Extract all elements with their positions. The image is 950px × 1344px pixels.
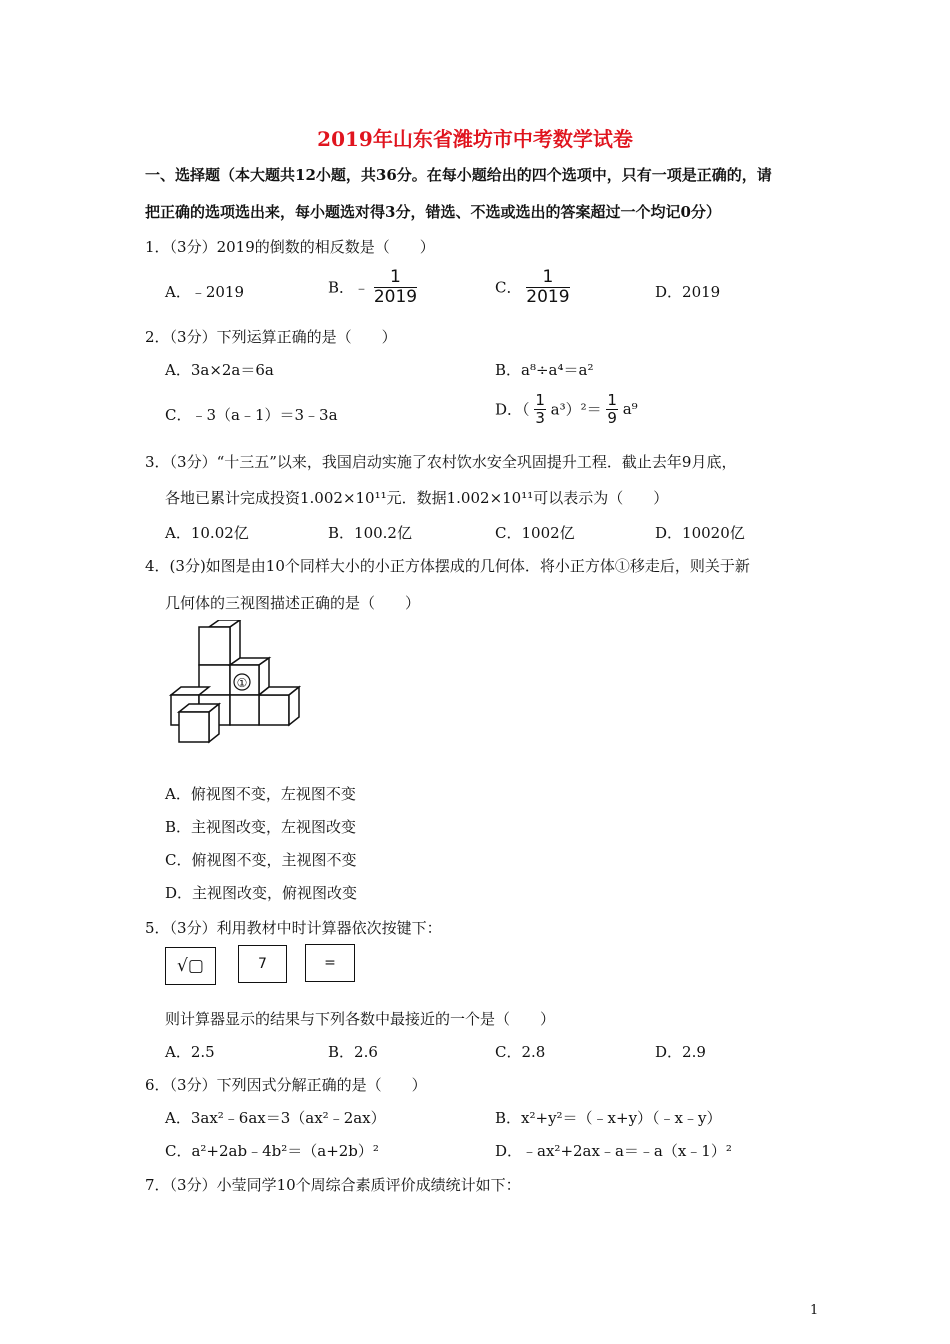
question-1-stem: 1．（3分）2019的倒数的相反数是（ ） bbox=[145, 238, 435, 256]
cube-figure bbox=[160, 620, 320, 750]
q6-option-b: B．x²+y²＝（﹣x+y）（﹣x﹣y） bbox=[495, 1109, 722, 1127]
q1-option-d: D．2019 bbox=[655, 283, 721, 301]
q5-option-d: D．2.9 bbox=[655, 1043, 706, 1061]
q2-option-d bbox=[495, 392, 638, 426]
q1-option-b-label: B．﹣ bbox=[328, 278, 370, 297]
q4-option-c: C．俯视图不变，主视图不变 bbox=[165, 851, 357, 869]
cube-marker-label: ① bbox=[236, 676, 248, 690]
question-4-line1: 4．(3分)如图是由10个同样大小的小正方体摆成的几何体．将小正方体①移走后，则关于新 bbox=[145, 557, 750, 575]
question-5-stem: 5．（3分）利用教材中时计算器依次按键下： bbox=[145, 919, 442, 937]
fraction-numerator: 1 bbox=[535, 391, 545, 409]
q1-option-b bbox=[328, 268, 417, 306]
q2-option-d-fraction-1 bbox=[534, 392, 546, 426]
q4-option-a: A．俯视图不变，左视图不变 bbox=[165, 785, 356, 803]
q4-option-b: B．主视图改变，左视图改变 bbox=[165, 818, 357, 836]
question-4-line2: 几何体的三视图描述正确的是（ ） bbox=[165, 594, 421, 612]
q3-option-b: B．100.2亿 bbox=[328, 524, 412, 542]
q3-option-a: A．10.02亿 bbox=[165, 524, 249, 542]
section-heading-line2: 把正确的选项选出来，每小题选对得3分，错选、不选或选出的答案超过一个均记0分） bbox=[145, 203, 721, 221]
fraction-denominator: 3 bbox=[535, 408, 545, 427]
fraction-denominator: 2019 bbox=[526, 286, 570, 307]
q5-option-c: C．2.8 bbox=[495, 1043, 546, 1061]
q1-option-c-label: C． bbox=[495, 278, 522, 297]
q2-option-b: B．a⁸÷a⁴＝a² bbox=[495, 361, 594, 379]
q2-option-d-middle: a³）²＝ bbox=[550, 400, 602, 419]
q1-option-c-fraction bbox=[526, 268, 569, 306]
fraction-denominator: 2019 bbox=[373, 286, 418, 307]
q2-option-d-tail: a⁹ bbox=[622, 400, 638, 418]
q5-option-a: A．2.5 bbox=[165, 1043, 215, 1061]
question-3-line1: 3．（3分）“十三五”以来，我国启动实施了农村饮水安全巩固提升工程．截止去年9月底， bbox=[145, 453, 737, 471]
question-7-stem: 7．（3分）小莹同学10个周综合素质评价成绩统计如下： bbox=[145, 1176, 521, 1194]
section-heading-line1: 一、选择题（本大题共12小题，共36分。在每小题给出的四个选项中，只有一项是正确的，请 bbox=[145, 166, 772, 184]
question-2-stem: 2．（3分）下列运算正确的是（ ） bbox=[145, 328, 397, 346]
q3-option-d: D．10020亿 bbox=[655, 524, 745, 542]
q1-option-b-fraction bbox=[374, 268, 417, 306]
calculator-equals-key: = bbox=[305, 944, 355, 982]
q2-option-a: A．3a×2a＝6a bbox=[165, 361, 274, 379]
q1-option-a: A．﹣2019 bbox=[165, 283, 245, 301]
calculator-7-key: 7 bbox=[238, 945, 287, 983]
question-5-line2: 则计算器显示的结果与下列各数中最接近的一个是（ ） bbox=[165, 1010, 556, 1028]
question-6-stem: 6．（3分）下列因式分解正确的是（ ） bbox=[145, 1076, 427, 1094]
q6-option-a: A．3ax²﹣6ax＝3（ax²﹣2ax） bbox=[165, 1109, 386, 1127]
q1-option-c bbox=[495, 268, 570, 306]
q4-option-d: D．主视图改变，俯视图改变 bbox=[165, 884, 358, 902]
q2-option-d-label: D．（ bbox=[495, 400, 530, 419]
question-3-line2: 各地已累计完成投资1.002×10¹¹元．数据1.002×10¹¹可以表示为（ ） bbox=[165, 489, 669, 507]
page-number: 1 bbox=[810, 1303, 819, 1318]
q2-option-d-fraction-2 bbox=[606, 392, 618, 426]
q3-option-c: C．1002亿 bbox=[495, 524, 575, 542]
q6-option-c: C．a²+2ab﹣4b²＝（a+2b）² bbox=[165, 1142, 379, 1160]
page-title: 2019年山东省潍坊市中考数学试卷 bbox=[317, 127, 633, 151]
fraction-numerator: 1 bbox=[374, 268, 417, 288]
calculator-sqrt-key bbox=[165, 947, 216, 985]
fraction-numerator: 1 bbox=[607, 391, 617, 409]
q6-option-d: D．﹣ax²+2ax﹣a＝﹣a（x﹣1）² bbox=[495, 1142, 732, 1160]
fraction-denominator: 9 bbox=[607, 408, 617, 427]
q5-option-b: B．2.6 bbox=[328, 1043, 378, 1061]
q2-option-c: C．﹣3（a﹣1）＝3﹣3a bbox=[165, 406, 338, 424]
fraction-numerator: 1 bbox=[526, 268, 569, 288]
sqrt-icon: √▢ bbox=[177, 956, 204, 976]
